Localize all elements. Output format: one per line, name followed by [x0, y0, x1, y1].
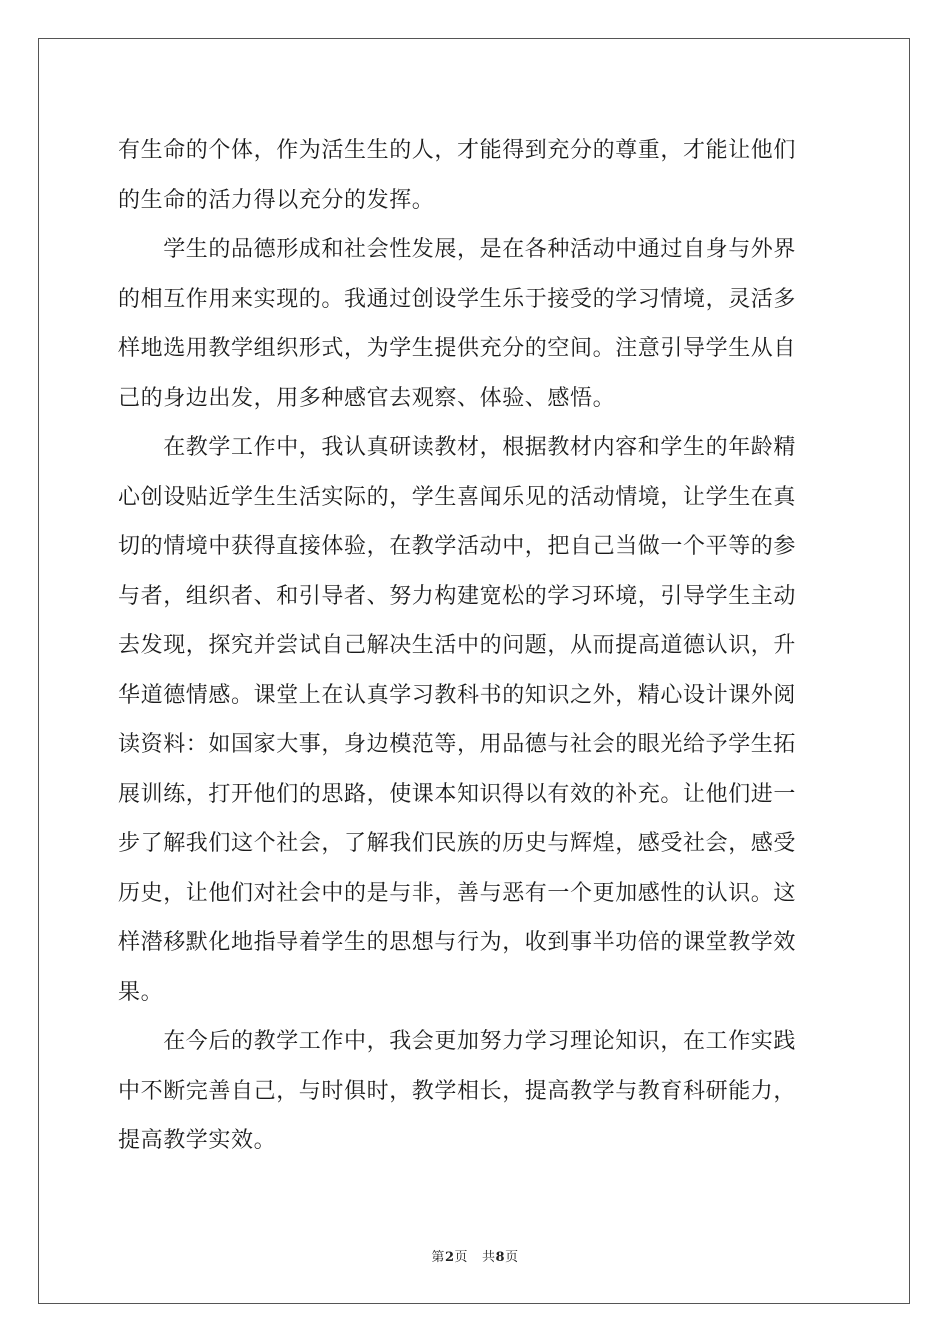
page-number: 2: [444, 1250, 455, 1265]
total-pages: 8: [495, 1250, 506, 1265]
page-suffix: 页: [454, 1250, 468, 1265]
page-footer: [0, 1246, 950, 1265]
total-suffix: 页: [505, 1250, 519, 1265]
paragraph-1: 有生命的个体，作为活生生的人，才能得到充分的尊重，才能让他们 的生命的活力得以充分的发挥。: [118, 138, 797, 213]
page-prefix: 第: [431, 1250, 445, 1265]
document-body: [118, 126, 832, 1166]
paragraph-3: 在教学工作中，我认真研读教材，根据教材内容和学生的年龄精 心创设贴近学生生活实际的，学生喜闻乐见的活动情境，让学生在真 切的情境中获得直接体验，在教学活动中，把自己当做一个平等的参 与者，组织者、和引导者、努力构建宽松的学习环境，引导学生主动 去发现，探究并尝试自己解决生活中的问题，从而提高道德认识，升 华道德情感。课堂上在认真学习教科书的知识之外，精心设计课外阅 读资料：如国家大事，身边模范等，用品德与社会的眼光给予学生拓 展训练，打开他们的思路，使课本知识得以有效的补充。让他们进一 步了解我们这个社会，了解我们民族的历史与辉煌，感受社会，感受 历史，让他们对社会中的是与非，善与恶有一个更加感性的认识。这 样潜移默化地指导着学生的思想与行为，收到事半功倍的课堂教学效 果。: [118, 435, 797, 1005]
paragraph-2: 学生的品德形成和社会性发展，是在各种活动中通过自身与外界 的相互作用来实现的。我通过创设学生乐于接受的学习情境，灵活多 样地选用教学组织形式，为学生提供充分的空间。注意引导学生从自 己的身边出发，用多种感官去观察、体验、感悟。: [118, 237, 797, 411]
paragraph-4: 在今后的教学工作中，我会更加努力学习理论知识，在工作实践 中不断完善自己，与时俱时，教学相长，提高教学与教育科研能力， 提高教学实效。: [118, 1029, 797, 1153]
total-prefix: 共: [482, 1250, 496, 1265]
